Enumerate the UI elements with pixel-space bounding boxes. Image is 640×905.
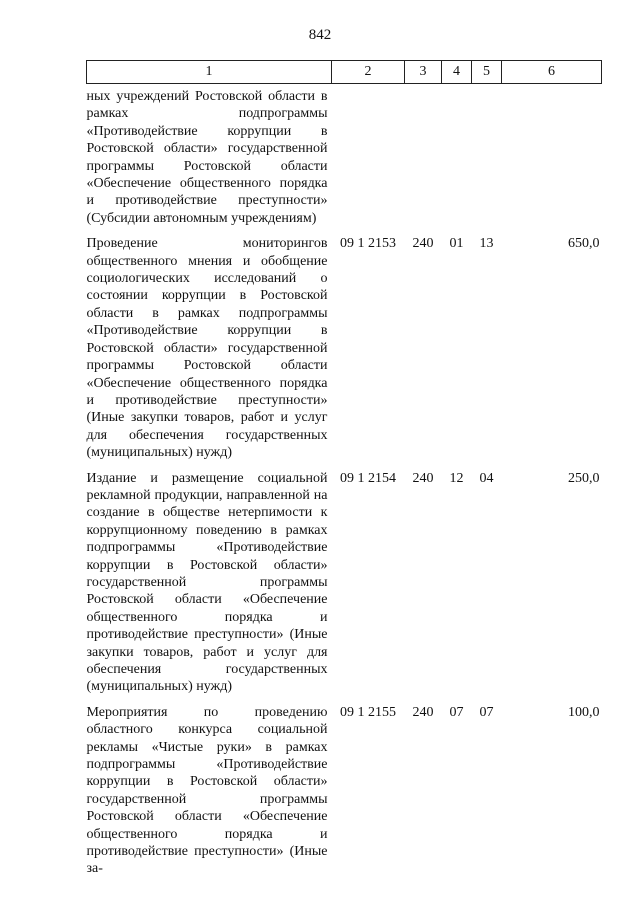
column-header-6: 6 bbox=[502, 61, 602, 84]
row-expense-type bbox=[405, 84, 442, 228]
row-section bbox=[442, 84, 472, 228]
table-header-row bbox=[87, 61, 602, 84]
row-description: Проведение мониторингов общественного мнения и обобщение социологических исследований о состоянии коррупции в Ростовской области в рамках подпрограммы «Противодействие коррупции в Ростовской области» государственной программы Ростовской области «Обеспечение общественного порядка и противодействие преступности» (Иные закупки товаров, работ и услуг для обеспечения государственных (муниципальных) нужд) bbox=[86, 236, 328, 461]
row-description: ных учреждений Ростовской области в рамках подпрограммы «Противодействие коррупции в Ростовской области» государственной программы Ростовской области «Обеспечение общественного порядка и противодействие преступности» (Субсидии автономным учреждениям) bbox=[86, 89, 328, 226]
column-header-3: 3 bbox=[405, 61, 442, 84]
row-target-code: 09 1 2153 bbox=[340, 236, 396, 252]
row-amount: 250,0 bbox=[568, 470, 600, 486]
table-row bbox=[87, 84, 602, 228]
column-header-1: 1 bbox=[87, 61, 332, 84]
column-header-2: 2 bbox=[332, 61, 405, 84]
row-section: 12 bbox=[449, 470, 464, 486]
row-amount: 100,0 bbox=[568, 704, 600, 720]
table-row bbox=[87, 227, 602, 461]
row-section: 07 bbox=[449, 704, 464, 720]
row-subsection: 13 bbox=[479, 236, 494, 252]
row-description: Мероприятия по проведению областного конкурса социальной рекламы «Чистые руки» в рамках подпрограммы «Противодействие коррупции в Ростовской области» государственной программы Ростовской области «Обеспечение общественного порядка и противодействие преступности» (Иные за- bbox=[86, 704, 328, 877]
row-target-code: 09 1 2155 bbox=[340, 704, 396, 720]
row-target-code bbox=[332, 84, 405, 228]
row-expense-type: 240 bbox=[412, 470, 434, 486]
row-subsection: 04 bbox=[479, 470, 494, 486]
row-target-code: 09 1 2154 bbox=[340, 470, 396, 486]
table-row bbox=[87, 462, 602, 696]
column-header-4: 4 bbox=[442, 61, 472, 84]
row-amount: 650,0 bbox=[568, 236, 600, 252]
row-subsection: 07 bbox=[479, 704, 494, 720]
row-section: 01 bbox=[449, 236, 464, 252]
page-number: 842 bbox=[308, 27, 332, 43]
column-header-5: 5 bbox=[472, 61, 502, 84]
row-expense-type: 240 bbox=[412, 704, 434, 720]
budget-table bbox=[86, 60, 602, 878]
row-amount bbox=[502, 84, 602, 228]
row-expense-type: 240 bbox=[412, 236, 434, 252]
table-row bbox=[87, 696, 602, 878]
row-subsection bbox=[472, 84, 502, 228]
row-description: Издание и размещение социальной рекламной продукции, направленной на создание в обществе нетерпимости к коррупционному поведению в рамках подпрограммы «Противодействие коррупции в Ростовской области» государственной программы Ростовской области «Обеспечение общественного порядка и противодействие преступности» (Иные закупки товаров, работ и услуг для обеспечения государственных (муниципальных) нужд) bbox=[86, 470, 328, 695]
